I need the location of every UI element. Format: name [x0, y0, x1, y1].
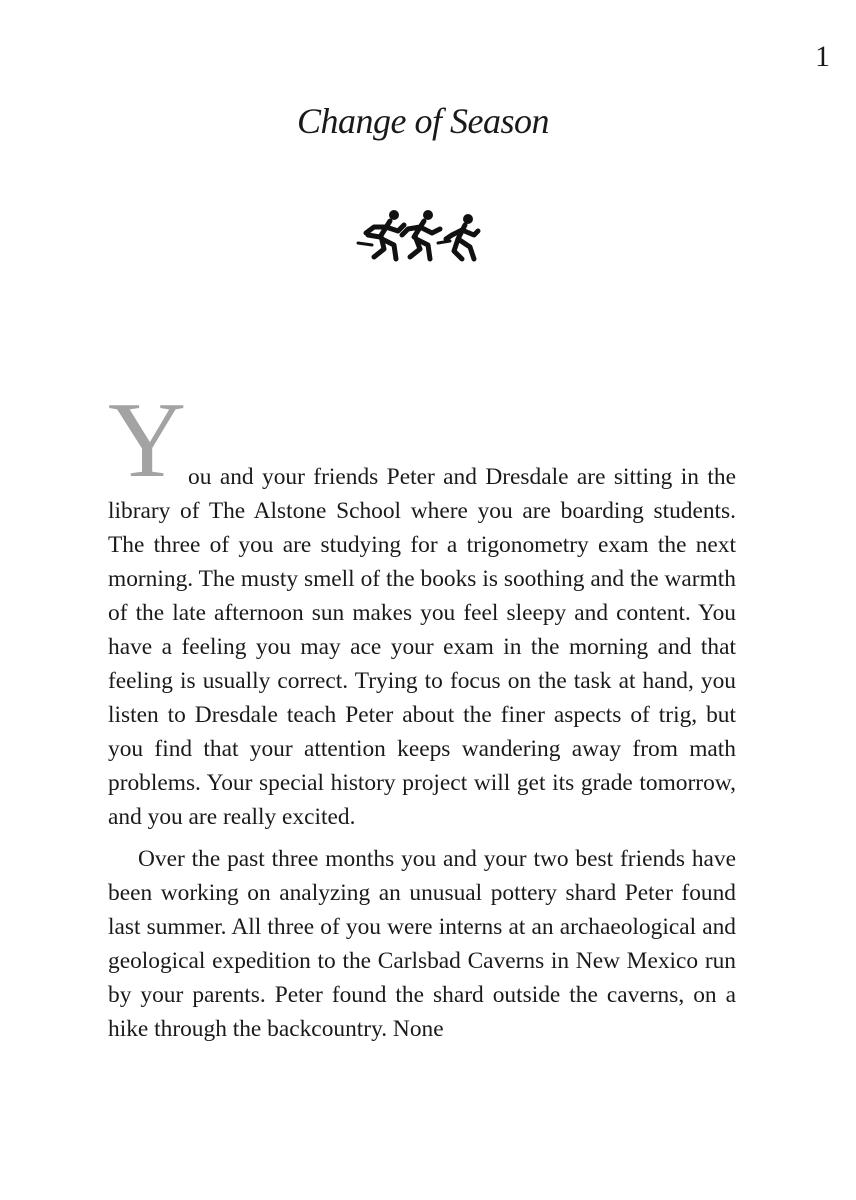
paragraph-1-text: ou and your friends Peter and Dresdale are sitting in the library of The Alstone School where you are boarding students. The three of you are studying for a trigonometry exam the next morning. The musty smell of the books is soothing and the warmth of the late afternoon sun makes you feel sleepy and content. You have a feeling you may ace your exam in the morning and that feeling is usually correct. Trying to focus on the task at hand, you listen to Dresdale teach Peter about the finer aspects of trig, but you find that your attention keeps wandering away from math problems. Your special history project will get its grade tomorrow, and you are really excited.: [108, 464, 736, 830]
page-number: 1: [815, 40, 830, 73]
paragraph-1: [108, 381, 736, 834]
body-text: [108, 381, 736, 1046]
chapter-title: Change of Season: [297, 101, 549, 141]
paragraph-2: Over the past three months you and your two best friends have been working on analyzing an unusual pottery shard Peter found last summer. All three of you were interns at an archaeological and geological expedition to the Carlsbad Caverns in New Mexico run by your parents. Peter found the shard outside the caverns, on a hike through the backcountry. None: [108, 846, 736, 1042]
drop-cap: Y: [108, 381, 186, 500]
running-figures-icon: [350, 205, 496, 267]
